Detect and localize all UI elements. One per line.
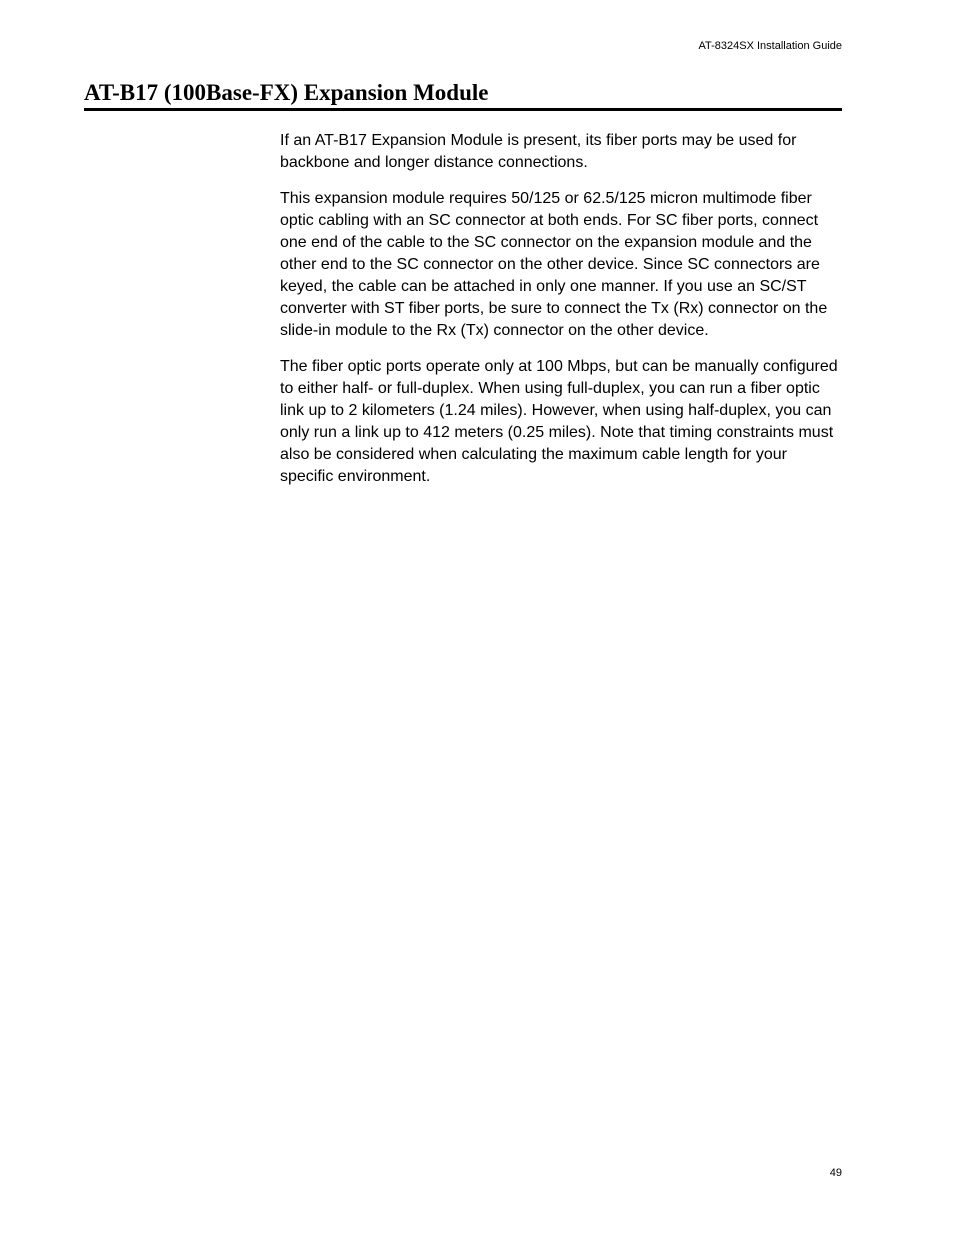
- paragraph-cabling: This expansion module requires 50/125 or 62.5/125 micron multimode fiber optic cabling with an SC connector at both ends. For SC fiber ports, connect one end of the cable to the SC connector on the expansion module and the other end to the SC connector on the other device. Since SC connectors are keyed, the cable can be attached in only one manner. If you use an SC/ST converter with ST fiber ports, be sure to connect the Tx (Rx) connector on the slide-in module to the Rx (Tx) connector on the other device.: [280, 190, 828, 339]
- paragraph-duplex: The fiber optic ports operate only at 100 Mbps, but can be manually configured to either half- or full-duplex. When using full-duplex, you can run a fiber optic link up to 2 kilometers (1.24 miles). However, when using half-duplex, you can only run a link up to 412 meters (0.25 miles). Note that timing constraints must also be considered when calculating the maximum cable length for your specific environment.: [280, 358, 838, 485]
- running-header: AT-8324SX Installation Guide: [698, 40, 842, 52]
- section-title: AT-B17 (100Base-FX) Expansion Module: [84, 79, 842, 111]
- page-number: 49: [829, 1167, 842, 1179]
- section-body: [280, 130, 842, 502]
- paragraph-intro: If an AT-B17 Expansion Module is present, its fiber ports may be used for backbone and longer distance connections.: [280, 132, 797, 171]
